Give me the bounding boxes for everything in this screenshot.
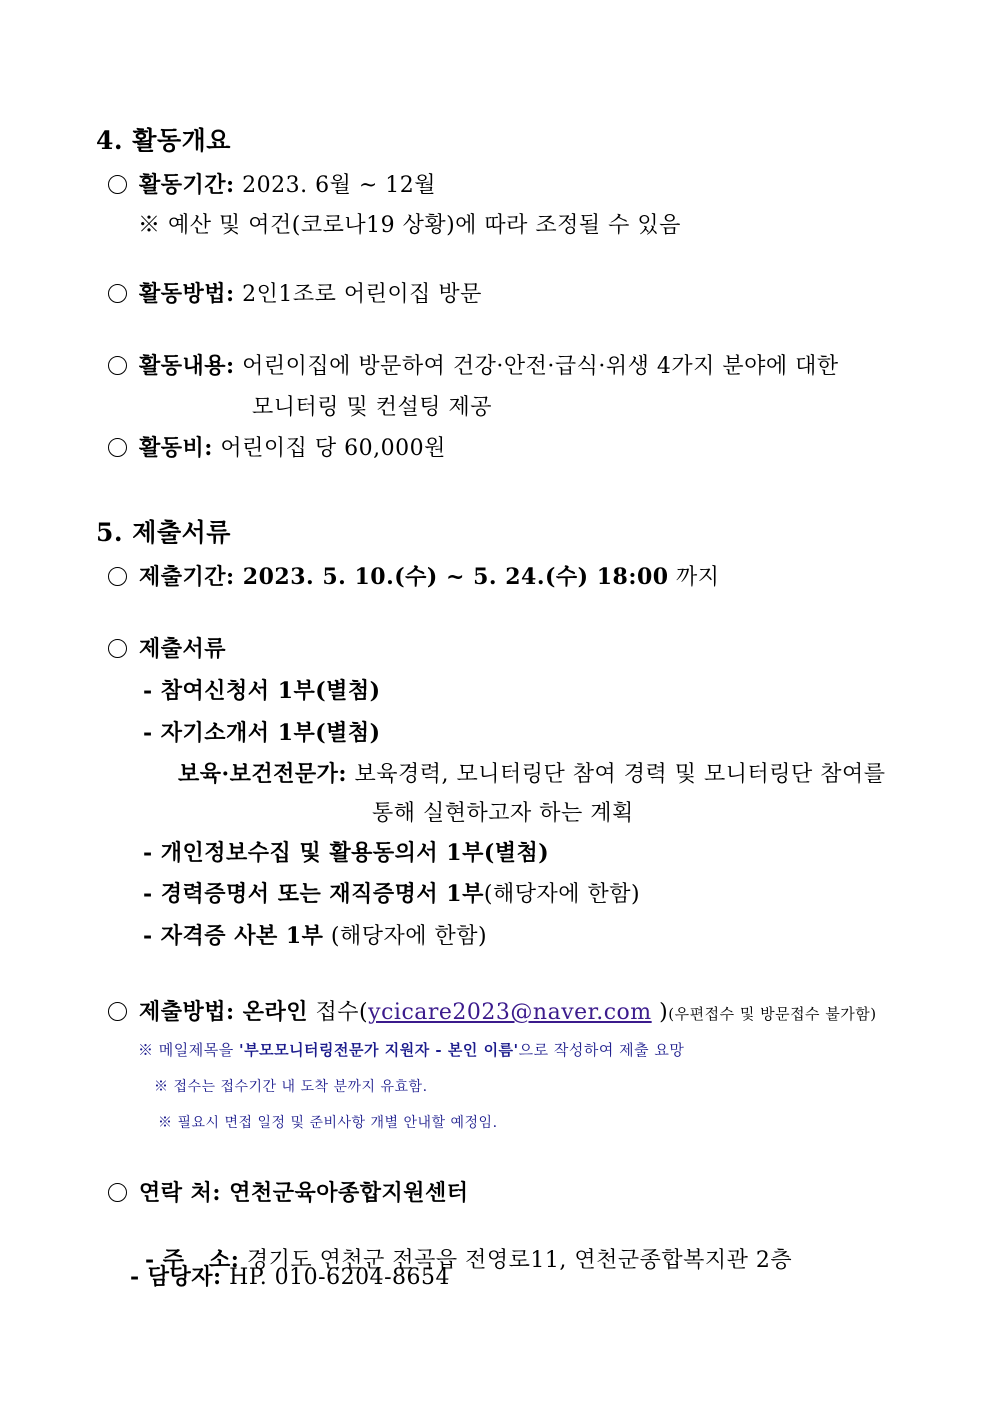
activity-content-value-2: 모니터링 및 컨설팅 제공: [252, 395, 493, 420]
circle-bullet-icon: [108, 1183, 127, 1202]
doc-item-privacy-consent: - 개인정보수집 및 활용동의서 1부(별첨): [143, 840, 550, 866]
submission-method-note: (우편접수 및 방문접수 불가함): [668, 1005, 877, 1023]
activity-content-line: [108, 349, 839, 380]
activity-method-value: 2인1조로 어린이집 방문: [234, 282, 482, 307]
activity-period-note: ※ 예산 및 여건(코로나19 상황)에 따라 조정될 수 있음: [138, 213, 681, 238]
doc-item-self-intro-sub: [178, 757, 886, 788]
doc-sub-label: 보육·보건전문가:: [178, 761, 348, 787]
contact-line: [108, 1176, 468, 1207]
address-label: - 주 소:: [145, 1247, 240, 1273]
email-note-part-a: ※ 메일제목을: [138, 1041, 239, 1059]
doc-sub-value-1: 보육경력, 모니터링단 참여 경력 및 모니터링단 참여를: [347, 762, 886, 787]
activity-content-label: 활동내용:: [139, 353, 235, 379]
activity-period-line: [108, 168, 436, 199]
contact-label: 연락 처:: [139, 1180, 222, 1206]
circle-bullet-icon: [108, 438, 127, 457]
submission-method-close: ): [651, 1000, 669, 1025]
activity-fee-value: 어린이집 당 60,000원: [212, 436, 446, 461]
doc-career-note: (해당자에 한함): [483, 882, 641, 907]
activity-content-value-1: 어린이집에 방문하여 건강·안전·급식·위생 4가지 분야에 대한: [234, 354, 839, 379]
person-line: [130, 1260, 450, 1291]
email-note-part-b: '부모모니터링전문가 지원자 - 본인 이름': [239, 1041, 519, 1059]
doc-item-career-cert: [143, 877, 640, 908]
person-label: - 담당자:: [130, 1264, 222, 1290]
doc-career-main: - 경력증명서 또는 재직증명서 1부: [143, 881, 484, 907]
email-note-part-c: 으로 작성하여 제출 요망: [518, 1041, 685, 1059]
submission-email-link[interactable]: ycicare2023@naver.com: [368, 1000, 652, 1025]
submission-method-value: 접수(: [308, 1000, 369, 1025]
activity-period-value: 2023. 6월 ~ 12월: [234, 173, 437, 198]
validity-note: ※ 접수는 접수기간 내 도착 분까지 유효함.: [154, 1079, 428, 1095]
circle-bullet-icon: [108, 567, 127, 586]
circle-bullet-icon: [108, 1002, 127, 1021]
section-5-heading: 5. 제출서류: [96, 518, 231, 547]
doc-license-main: - 자격증 사본 1부: [143, 923, 324, 949]
submission-docs-line: [108, 632, 226, 663]
circle-bullet-icon: [108, 356, 127, 375]
submission-method-line: [108, 995, 877, 1026]
doc-license-note: (해당자에 한함): [323, 924, 488, 949]
address-value: 경기도 연천군 전곡읍 전영로11, 연천군종합복지관 2층: [239, 1248, 793, 1273]
circle-bullet-icon: [108, 175, 127, 194]
doc-item-self-intro: - 자기소개서 1부(별첨): [143, 720, 381, 746]
doc-item-application: - 참여신청서 1부(별첨): [143, 678, 381, 704]
submission-method-label: 제출방법:: [139, 999, 235, 1025]
activity-period-label: 활동기간:: [139, 172, 235, 198]
activity-method-line: [108, 277, 482, 308]
submission-period-value: 2023. 5. 10.(수) ~ 5. 24.(수) 18:00: [234, 564, 669, 590]
submission-period-suffix: 까지: [668, 565, 720, 590]
section-4-heading: 4. 활동개요: [96, 126, 231, 155]
submission-method-online: 온라인: [234, 999, 309, 1025]
doc-item-license-copy: [143, 919, 487, 950]
doc-sub-value-2: 통해 실현하고자 하는 계획: [372, 801, 634, 826]
person-value: HP. 010-6204-8654: [221, 1265, 451, 1290]
activity-fee-line: [108, 431, 446, 462]
submission-period-line: [108, 560, 720, 591]
circle-bullet-icon: [108, 639, 127, 658]
interview-note: ※ 필요시 면접 일정 및 준비사항 개별 안내할 예정임.: [158, 1115, 498, 1131]
circle-bullet-icon: [108, 284, 127, 303]
submission-period-label: 제출기간:: [139, 564, 235, 590]
contact-value: 연천군육아종합지원센터: [221, 1180, 469, 1206]
email-subject-note: [138, 1039, 684, 1060]
activity-method-label: 활동방법:: [139, 281, 235, 307]
activity-fee-label: 활동비:: [139, 435, 213, 461]
submission-docs-label: 제출서류: [139, 636, 227, 662]
